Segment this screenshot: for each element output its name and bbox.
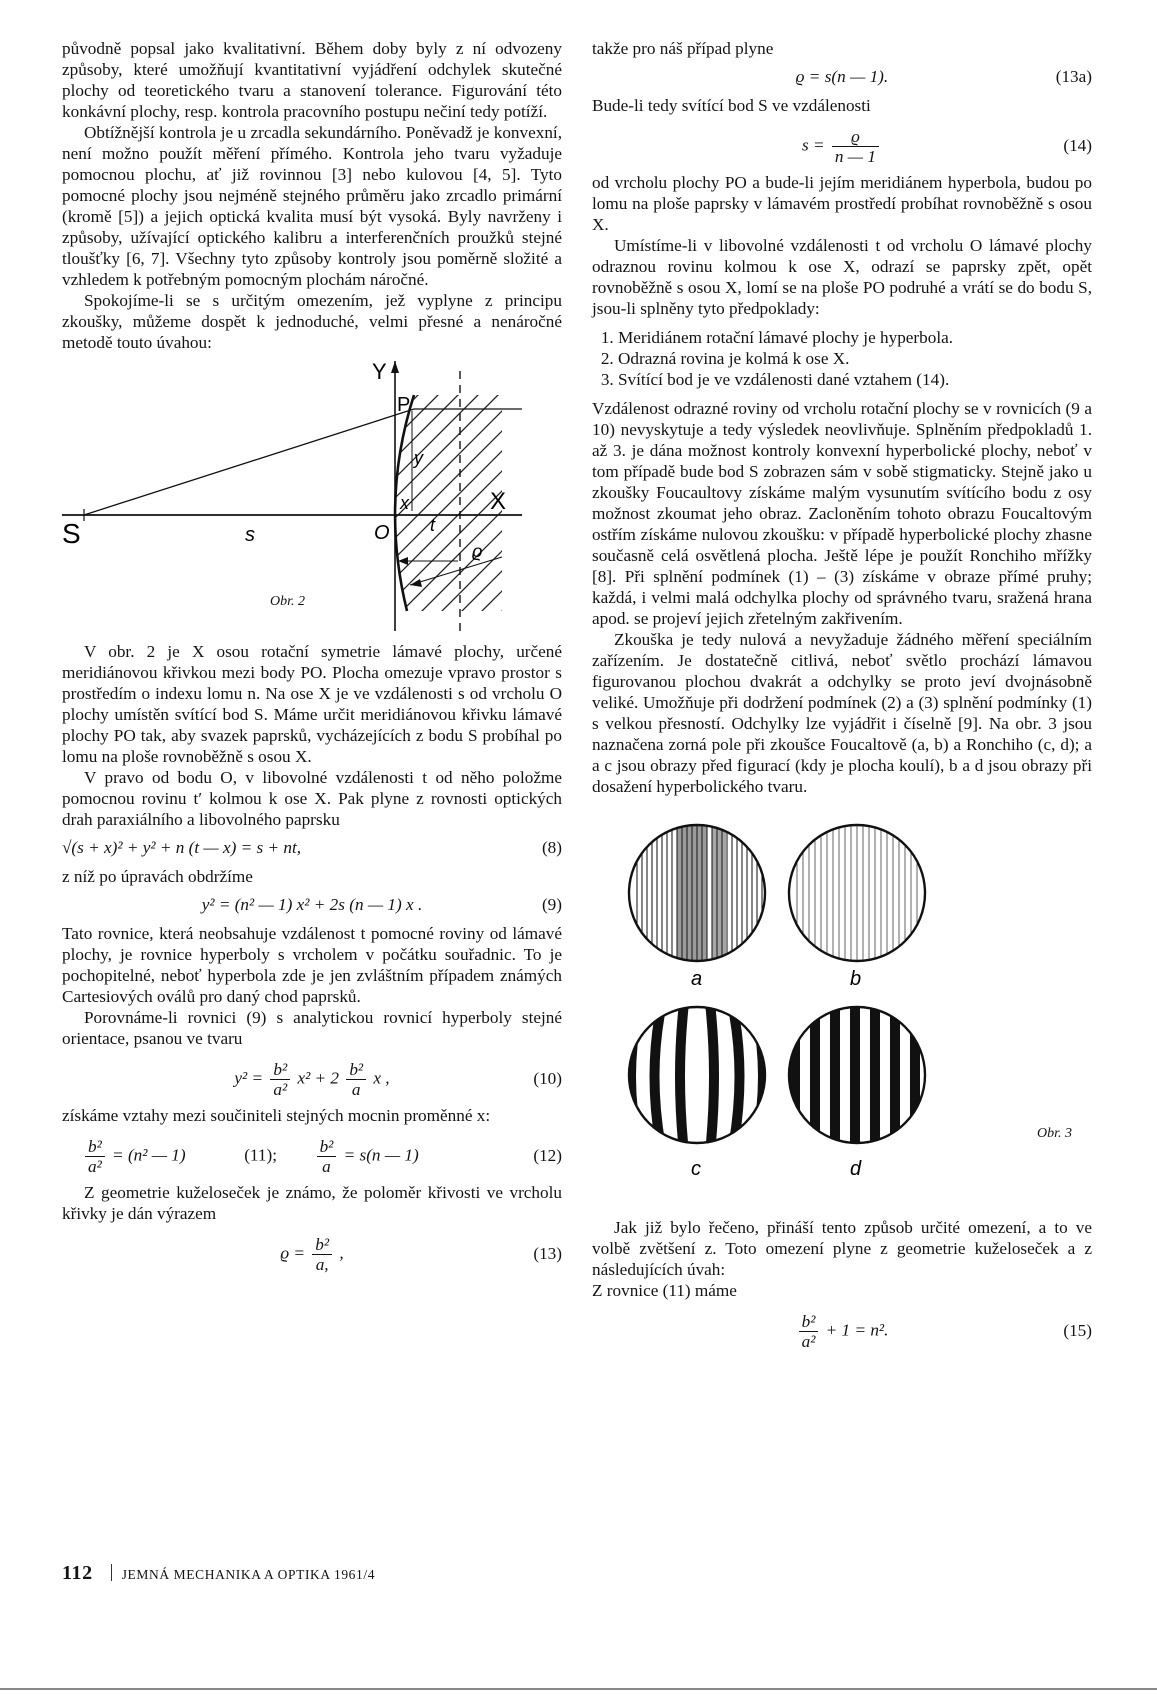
label-a: a — [691, 968, 703, 990]
figure-3-caption: Obr. 3 — [1037, 1126, 1073, 1141]
paragraph: Zkouška je tedy nulová a nevyžaduje žádného měření speciálním zařízením. Je dostatečně citlivá, neboť světlo prochází lámavou figurovanou plochou dvakrát a odchylky se proto jeví dvojnásobně veliké. Umožňuje při dodržení podmínek (2) a (3) splnění podmínky (1) s velkou přesností. Odchylky lze vyjádřit i číselně [9]. Na obr. 3 jsou naznačena zorná pole při zkoušce Foucaltově (a, b) a Ronchiho (c, d); a a c jsou obrazy před figurací (kdy je plocha koulí), b a d jsou obrazy při dosažení hyperbolického tvaru. — [592, 630, 1092, 796]
figure-3-images — [592, 823, 1092, 1193]
list-item: 3. Svítící bod je ve vzdálenosti dané vztahem (14). — [618, 369, 1092, 390]
foucault-field-b — [782, 823, 932, 963]
label-Y: Y — [372, 361, 387, 384]
paragraph: Tato rovnice, která neobsahuje vzdálenost t pomocné roviny od lámavé plochy, je rovnice hyperboly s vrcholem v počátku souřadnic. To je pochopitelné, neboť hyperbola zde je jen zvláštním případem známých Cartesiových oválů pro daný chod paprsků. — [62, 924, 562, 1006]
page-footer — [62, 1562, 375, 1585]
left-column — [62, 38, 562, 1280]
paragraph: Spokojíme-li se s určitým omezením, jež vyplyne z principu zkoušky, můžeme dospět k jednoduché, velmi přesné a nenáročné metodě touto úvahou: — [62, 291, 562, 352]
equation-15: $\frac{\text{b²}}{\text{a²}}$ + 1 = n². (15) — [592, 1304, 1092, 1354]
paragraph: Z geometrie kuželoseček je známo, že poloměr křivosti ve vrcholu křivky je dán výrazem — [62, 1183, 562, 1223]
figure-2-caption: Obr. 2 — [270, 594, 306, 609]
label-X: X — [490, 488, 507, 515]
right-column — [592, 38, 1092, 1357]
label-x: x — [400, 493, 409, 513]
figure-3 — [592, 823, 1092, 1193]
list-item: 1. Meridiánem rotační lámavé plochy je hyperbola. — [618, 327, 1092, 348]
paragraph: Porovnáme-li rovnici (9) s analytickou rovnicí hyperboly stejné orientace, psanou ve tvaru — [62, 1008, 562, 1048]
figure-2-diagram — [62, 361, 562, 641]
equation-8: √(s + x)² + y² + n (t — x) = s + nt, (8) — [62, 838, 562, 857]
page-number: 112 — [62, 1562, 93, 1584]
label-O: O — [374, 522, 390, 544]
equation-9: y² = (n² — 1) x² + 2s (n — 1) x . (9) — [201, 895, 562, 914]
paragraph: od vrcholu plochy PO a bude-li jejím meridiánem hyperbola, budou po lomu na ploše paprsky v lámavém prostředí probíhat rovnoběžně s osou X. — [592, 173, 1092, 234]
paragraph: původně popsal jako kvalitativní. Během doby byly z ní odvozeny způsoby, které umožňují kvantitativní vyjádření odchylek skutečné plochy od teoretického tvaru a stanovení tolerance. Figurování této konkávní plochy, resp. kontrola pracovního postupu nečiní tedy potíží. — [62, 39, 562, 121]
foucault-field-a — [622, 823, 772, 963]
equation-14: s = $\frac{ϱ}{n — 1}$ (14) — [802, 127, 1092, 166]
paragraph: Umístíme-li v libovolné vzdálenosti t od vrcholu O lámavé plochy odraznou rovinu kolmou k ose X, odrazí se paprsky zpět, opět rovnoběžně s osou X, lomí se na ploše PO podruhé a vrátí se do bodu S, jsou-li splněny tyto předpoklady: — [592, 236, 1092, 318]
assumption-list — [592, 327, 1092, 390]
label-t: t — [430, 515, 436, 535]
paragraph: z níž po úpravách obdržíme — [62, 867, 253, 886]
list-item: 2. Odrazná rovina je kolmá k ose X. — [618, 348, 1092, 369]
label-d: d — [850, 1158, 862, 1180]
label-rho: ϱ — [472, 541, 483, 561]
equation-10: y² = $\frac{\text{b²}}{\text{a²}}$ x² + 2 $\frac{\text{b²}}{a}$ x , (10) — [234, 1060, 562, 1099]
label-y: y — [414, 448, 423, 468]
paragraph: V obr. 2 je X osou rotační symetrie lámavé plochy, určené meridiánovou křivkou mezi body PO. Plocha omezuje vpravo prostor s prostředím o indexu lomu n. Na ose X je ve vzdálenosti s od vrcholu O plochy umístěn svítící bod S. Máme určit meridiánovou křivku lámavé plochy PO tak, aby svazek paprsků, vycházejících z bodu S probíhal po lomu na ploše rovnoběžně s osou X. — [62, 642, 562, 766]
journal-name: JEMNÁ MECHANIKA A OPTIKA 1961/4 — [121, 1567, 376, 1582]
paragraph: Jak již bylo řečeno, přináší tento způsob určité omezení, a to ve volbě zvětšení z. Toto omezení plyne z geometrie kuželoseček a z následujících úvah: — [592, 1218, 1092, 1279]
paragraph: Z rovnice (11) máme — [592, 1281, 737, 1300]
paragraph: V pravo od bodu O, v libovolné vzdálenosti t od něho položme pomocnou rovinu t′ kolmou k ose X. Pak plyne z rovnosti optických drah paraxiálního a libovolného paprsku — [62, 768, 562, 829]
label-s: s — [245, 524, 255, 546]
paragraph: Vzdálenost odrazné roviny od vrcholu rotační plochy se v rovnicích (9 a 10) nevyskytuje a tedy výsledek neovlivňuje. Splněním předpokladů 1. až 3. je dána možnost kontroly konvexní hyperbolické plochy, neboť v tom případě bude bod S zobrazen sám v sobě stigmaticky. Stejně jako u zkoušky Foucaultovy získáme malým vysunutím svítícího bodu z osy možnost zkoumat jeho obraz. Zacloněním tohoto obrazu Foucaltovým ostřím získáme nulovou zkoušku: v případě hyperbolické plochy zhasne současně celá osvětlená plocha. Ještě lépe je použít Ronchiho mřížky [8]. Při splnění podmínek (1) – (3) získáme v obraze přímé pruhy; každá, i velmi malá odchylka plochy od správného tvaru, sražená hrana apod. se projeví jejich zřetelným zakřivením. — [592, 399, 1092, 628]
label-c: c — [691, 1158, 701, 1180]
ronchi-field-d — [782, 1003, 932, 1153]
label-P: P — [397, 394, 411, 416]
ronchi-field-c — [622, 1003, 772, 1153]
incident-ray — [84, 409, 414, 515]
equation-13a: ϱ = s(n — 1). (13a) — [795, 67, 1092, 86]
figure-2 — [62, 361, 562, 641]
label-S: S — [62, 518, 81, 549]
paragraph: získáme vztahy mezi součiniteli stejných mocnin proměnné x: — [62, 1106, 491, 1125]
paragraph: takže pro náš případ plyne — [592, 39, 774, 58]
equation-13: ϱ = $\frac{\text{b²}}{a,}$ , (13) — [280, 1235, 562, 1274]
paragraph: Obtížnější kontrola je u zrcadla sekundárního. Poněvadž je konvexní, není možno použít měření přímého. Kontrola jeho tvaru vyžaduje pomocnou plochu, ať již rovinnou [3] nebo kulovou [4, 5]. Tyto pomocné plochy jsou nejméně stejného průměru jako zrcadlo primární (kromě [5]) a jejich optická kvalita musí být vysoká. Byly navrženy i způsoby, užívající optického kalibru a interferenčních proužků stejné tloušťky [6, 7]. Všechny tyto způsoby kontroly jsou poměrně složité a vzhledem k potřebným pomocným plochám náročné. — [62, 123, 562, 289]
label-b: b — [850, 968, 862, 990]
paragraph: Bude-li tedy svítící bod S ve vzdálenosti — [592, 96, 871, 115]
equation-11-12: $\frac{\text{b²}}{\text{a²}}$ = (n² — 1) (11); $\frac{\text{b²}}{a}$ = s(n — 1) (12) — [62, 1129, 562, 1179]
